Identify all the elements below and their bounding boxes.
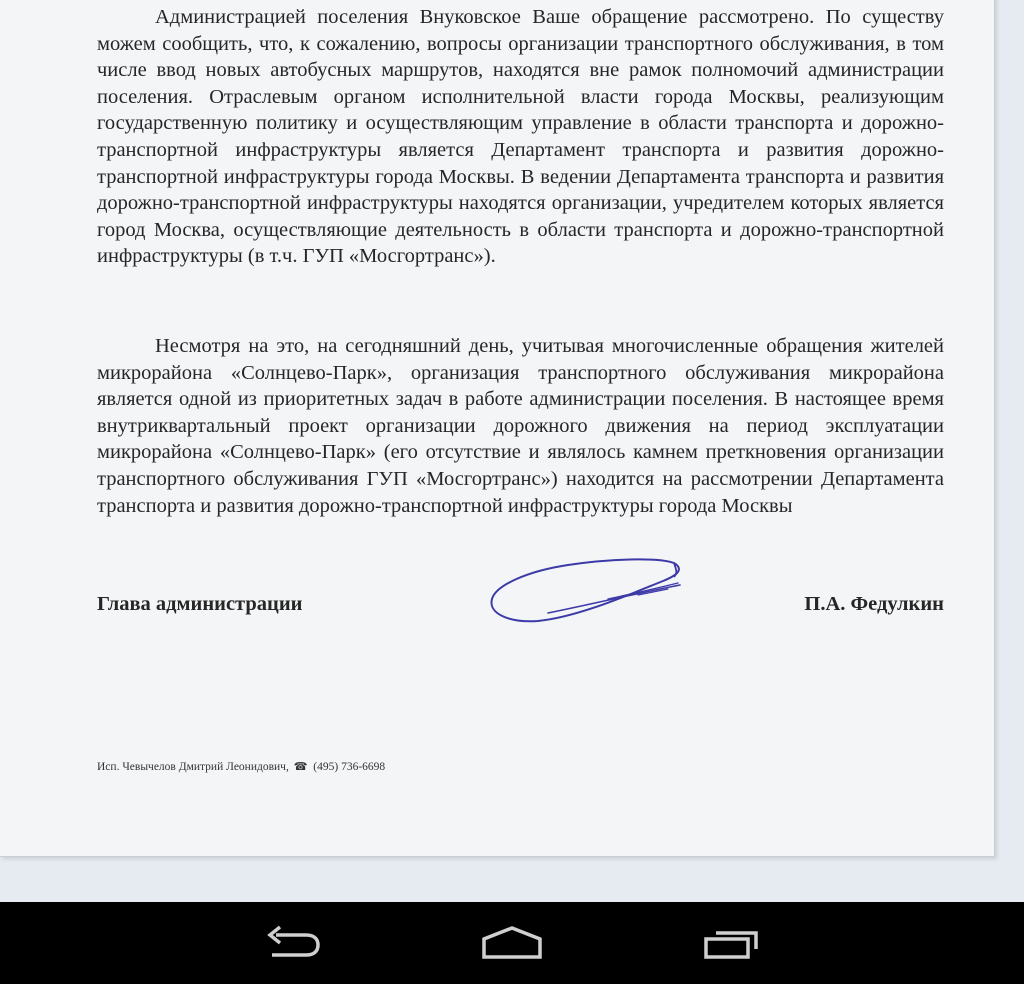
home-icon xyxy=(480,925,544,961)
signatory-name: П.А. Федулкин xyxy=(804,593,944,615)
body-paragraph-1: Администрацией поселения Внуковское Ваше обращение рассмотрено. По существу можем сообщить, что, к сожалению, вопросы организации транспортного обслуживания, в том числе ввод новых автобусных маршрутов, находятся вне рамок полномочий администрации поселения. Отраслевым органом исполнительной власти города Москвы, реализующим государственную политику и осуществляющим управление в области транспорта и дорожно-транспортной инфраструктуры является Департамент транспорта и развития дорожно-транспортной инфраструктуры города Москвы. В ведении Департамента транспорта и развития дорожно-транспортной инфраструктуры находятся организации, учредителем которых является город Москва, осуществляющие деятельность в области транспорта и дорожно-транспортной инфраструктуры (в т.ч. ГУП «Мосгортранс»). xyxy=(97,6,944,268)
system-navigation-bar xyxy=(0,902,1024,984)
recents-button[interactable] xyxy=(696,918,768,968)
signature-image xyxy=(488,555,688,635)
back-button[interactable] xyxy=(256,918,328,968)
body-paragraph-2: Несмотря на это, на сегодняшний день, учитывая многочисленные обращения жителей микрорайона «Солнцево-Парк», организация транспортного обслуживания микрорайона является одной из приоритетных задач в работе администрации поселения. В настоящее время внутриквартальный проект организации дорожного движения на период эксплуатации микрорайона «Солнцево-Парк» (его отсутствие и являлось камнем преткновения организации транспортного обслуживания ГУП «Мосгортранс») находится на рассмотрении Департамента транспорта и развития дорожно-транспортной инфраструктуры города Москвы xyxy=(97,335,944,517)
executor-footer xyxy=(97,760,385,773)
signatory-title: Глава администрации xyxy=(97,593,303,615)
phone-icon: ☎ xyxy=(293,761,308,773)
executor-name: Исп. Чевычелов Дмитрий Леонидович, xyxy=(97,761,289,773)
executor-phone: (495) 736-6698 xyxy=(313,761,386,773)
back-icon xyxy=(262,925,322,961)
recents-icon xyxy=(702,925,762,961)
home-button[interactable] xyxy=(476,918,548,968)
